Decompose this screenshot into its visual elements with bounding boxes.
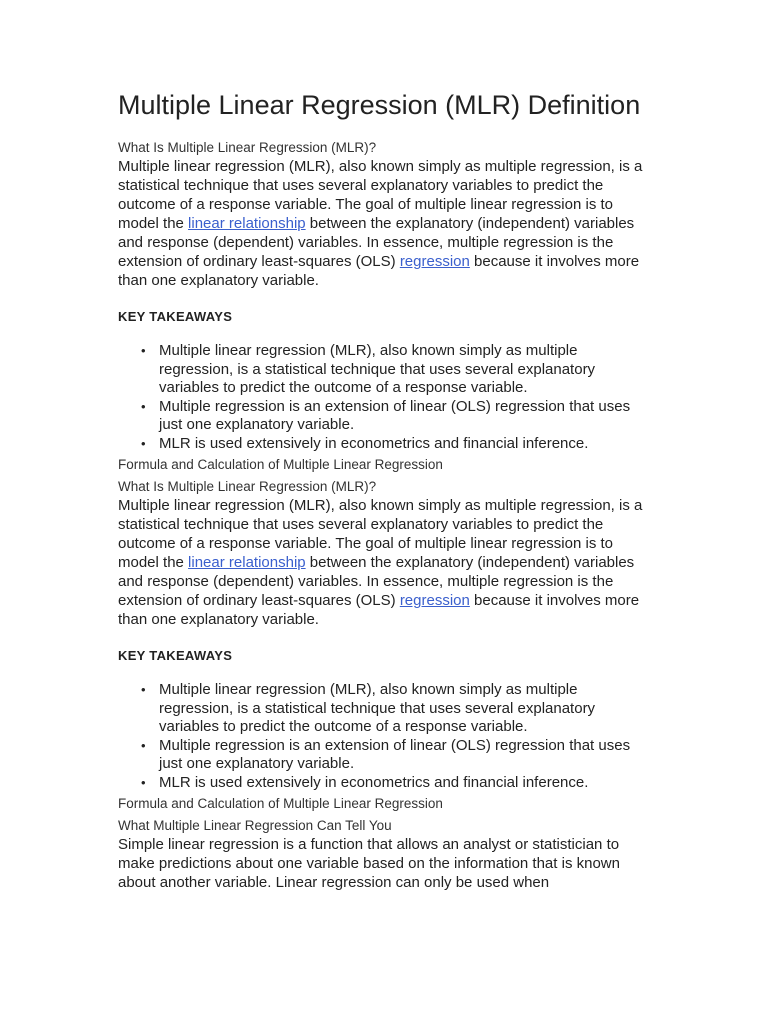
document-page (118, 88, 654, 892)
linear-relationship-link[interactable]: linear relationship (188, 215, 306, 232)
paragraph-text: because it involves more than one explanatory variable. (118, 592, 640, 628)
section-2 (118, 477, 654, 813)
paragraph-text: between the explanatory (independent) variables and response (dependent) variables. In essence, multiple regression is the extension of ordinary least-squares (OLS) (118, 554, 635, 609)
regression-link[interactable]: regression (399, 592, 470, 609)
list-item: • Multiple linear regression (MLR), also known simply as multiple regression, is a statistical technique that uses several explanatory variables to predict the outcome of a response variable. (159, 342, 654, 398)
list-item: • MLR is used extensively in econometrics and financial inference. (159, 435, 654, 454)
takeaways-list (118, 681, 654, 792)
page-title: Multiple Linear Regression (MLR) Definition (118, 90, 641, 120)
regression-link[interactable]: regression (399, 253, 470, 270)
body-paragraph: Simple linear regression is a function that allows an analyst or statistician to make predictions about one variable based on the information that is known about another variable. Linear regression can only be used when (118, 836, 620, 891)
section-1 (118, 138, 654, 474)
list-item: • Multiple linear regression (MLR), also known simply as multiple regression, is a statistical technique that uses several explanatory variables to predict the outcome of a response variable. (159, 681, 654, 737)
section-heading: What Multiple Linear Regression Can Tell You (118, 818, 392, 833)
paragraph-text: because it involves more than one explanatory variable. (118, 253, 640, 289)
paragraph-text: between the explanatory (independent) variables and response (dependent) variables. In essence, multiple regression is the extension of ordinary least-squares (OLS) (118, 215, 635, 270)
takeaways-list (118, 342, 654, 453)
linear-relationship-link[interactable]: linear relationship (188, 554, 306, 571)
section-question: What Is Multiple Linear Regression (MLR)? (118, 140, 377, 155)
paragraph-text: Multiple linear regression (MLR), also known simply as multiple regression, is a statistical technique that uses several explanatory variables to predict the outcome of a response variable. The goal of multiple linear regression is to model the (118, 158, 643, 232)
list-item: • MLR is used extensively in econometrics and financial inference. (159, 774, 654, 793)
formula-heading: Formula and Calculation of Multiple Linear Regression (118, 457, 443, 472)
section-question: What Is Multiple Linear Regression (MLR)? (118, 479, 377, 494)
list-item: • Multiple regression is an extension of linear (OLS) regression that uses just one explanatory variable. (159, 398, 654, 435)
key-takeaways-label: KEY TAKEAWAYS (118, 309, 233, 324)
key-takeaways-label: KEY TAKEAWAYS (118, 648, 233, 663)
intro-paragraph (118, 157, 654, 290)
list-item: • Multiple regression is an extension of linear (OLS) regression that uses just one explanatory variable. (159, 737, 654, 774)
paragraph-text: Multiple linear regression (MLR), also known simply as multiple regression, is a statistical technique that uses several explanatory variables to predict the outcome of a response variable. The goal of multiple linear regression is to model the (118, 497, 643, 571)
intro-paragraph (118, 496, 654, 629)
section-3 (118, 816, 654, 892)
formula-heading: Formula and Calculation of Multiple Linear Regression (118, 796, 443, 811)
